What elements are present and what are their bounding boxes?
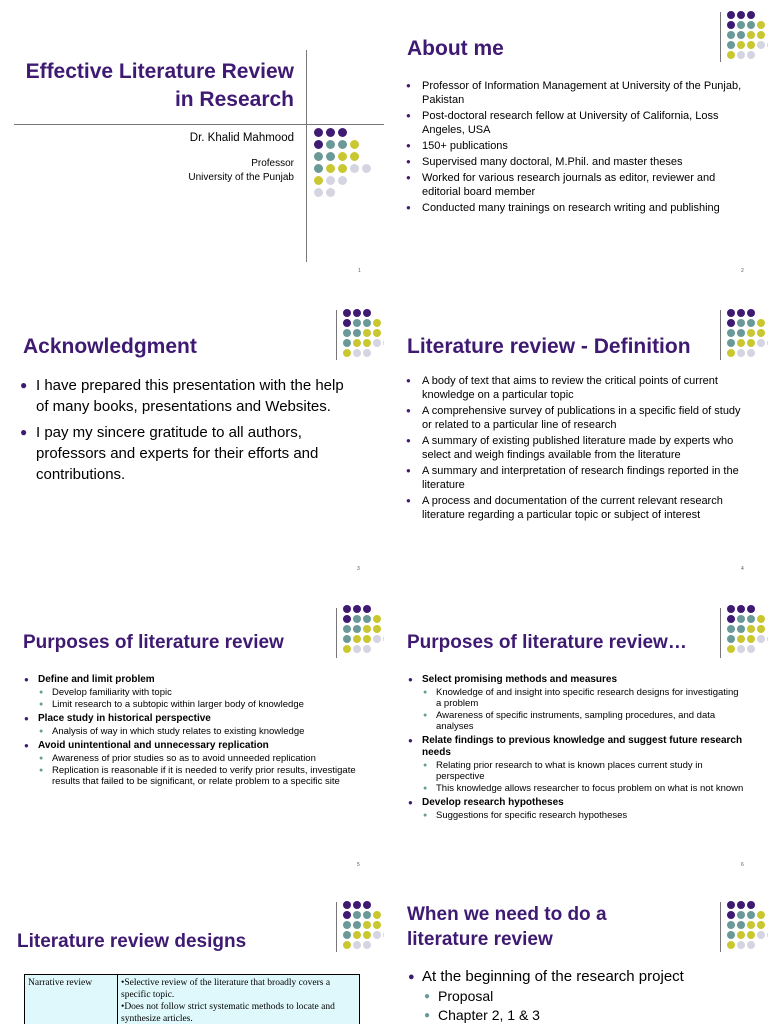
- list-item: ● Worked for various research journals as editor, reviewer and editorial board member: [406, 171, 746, 199]
- list-item: ● Conducted many trainings on research writing and publishing: [406, 201, 746, 215]
- dot-grid-logo-icon: [314, 128, 371, 197]
- dot-grid-logo-icon: [727, 11, 768, 59]
- review-designs-table: [24, 974, 360, 1024]
- divider-vertical: [336, 310, 337, 360]
- slide-title: About me: [407, 37, 504, 60]
- dot-grid-logo-icon: [343, 309, 384, 357]
- slide-title: Literature review designs: [17, 931, 247, 952]
- bullet-list: [24, 671, 360, 787]
- slide-6: [384, 596, 768, 892]
- list-item: ● Supervised many doctoral, M.Phil. and master theses: [406, 155, 746, 169]
- divider-vertical: [336, 608, 337, 658]
- slide-3: [0, 298, 384, 594]
- table-row: [25, 975, 360, 1024]
- list-item: ● A comprehensive survey of publications in a specific field of study or related to a particular line of research: [406, 404, 751, 432]
- slide-number: 2: [741, 268, 744, 274]
- dot-grid-logo-icon: [727, 901, 768, 949]
- slide-7: [0, 894, 384, 1024]
- divider-vertical: [720, 902, 721, 952]
- slide-number: 3: [357, 566, 360, 572]
- list-subitem: ● Awareness of prior studies so as to avoid unneeded replication: [24, 753, 360, 764]
- list-subitem: ● Proposal: [408, 987, 738, 1006]
- slide-number: 4: [741, 566, 744, 572]
- description-line: •Selective review of the literature that broadly covers a specific topic.: [121, 978, 331, 1000]
- bullet-list: [406, 79, 746, 217]
- slide-title: Purposes of literature review…: [407, 632, 687, 653]
- list-subitem: ● Replication is reasonable if it is needed to verify prior results, investigate results that failed to be significant, or relate problem to a specific site: [24, 765, 360, 787]
- list-item: ● I pay my sincere gratitude to all authors, professors and experts for their efforts and contributions.: [20, 422, 360, 485]
- bullet-list: [20, 375, 360, 490]
- list-subitem: ● Relating prior research to what is known places current study in perspective: [408, 760, 744, 782]
- author-institution: University of the Punjab: [188, 172, 294, 183]
- list-item: ● Define and limit problem: [24, 674, 360, 686]
- list-item: ● 150+ publications: [406, 139, 746, 153]
- slide-number: 6: [741, 862, 744, 868]
- slide-2: [384, 0, 768, 296]
- slide-title: Literature review - Definition: [407, 335, 691, 358]
- list-item: ● At the beginning of the research project: [408, 967, 738, 987]
- slide-title: Acknowledgment: [23, 335, 197, 358]
- list-subitem: ● Knowledge of and insight into specific research designs for investigating a problem: [408, 687, 744, 709]
- list-item: ● Relate findings to previous knowledge and suggest future research needs: [408, 735, 744, 759]
- slide-number: 5: [357, 862, 360, 868]
- bullet-list: [408, 967, 738, 1024]
- slide-5: [0, 596, 384, 892]
- list-subitem: ● This knowledge allows researcher to focus problem on what is not known: [408, 783, 744, 794]
- list-item: ● A body of text that aims to review the critical points of current knowledge on a particular topic: [406, 374, 751, 402]
- list-subitem: ● Suggestions for specific research hypotheses: [408, 810, 744, 821]
- list-item: ● Place study in historical perspective: [24, 713, 360, 725]
- dot-grid-logo-icon: [727, 309, 768, 357]
- divider-horizontal: [14, 124, 384, 125]
- dot-grid-logo-icon: [343, 901, 384, 949]
- divider-vertical: [720, 608, 721, 658]
- divider-vertical: [720, 12, 721, 62]
- divider-vertical: [720, 310, 721, 360]
- list-item: ● Avoid unintentional and unnecessary replication: [24, 740, 360, 752]
- list-subitem: ● Chapter 2, 1 & 3: [408, 1006, 738, 1024]
- list-subitem: ● Limit research to a subtopic within larger body of knowledge: [24, 699, 360, 710]
- slide-title: Purposes of literature review: [23, 632, 284, 653]
- author-position: Professor: [251, 158, 294, 169]
- list-item: ● Develop research hypotheses: [408, 797, 744, 809]
- slide-1: [0, 0, 384, 296]
- slide-number: 1: [358, 268, 361, 274]
- list-item: ● I have prepared this presentation with the help of many books, presentations and Websites.: [20, 375, 360, 417]
- table-cell-description: [118, 975, 360, 1024]
- bullet-list: [408, 671, 744, 821]
- slide-title: When we need to do a literature review: [407, 904, 607, 950]
- divider-vertical: [306, 50, 307, 262]
- list-item: ● Post-doctoral research fellow at University of California, Loss Angeles, USA: [406, 109, 746, 137]
- list-item: ● A summary of existing published literature made by experts who select and weigh findings available from the literature: [406, 434, 751, 462]
- dot-grid-logo-icon: [727, 605, 768, 653]
- list-item: ● A process and documentation of the current relevant research literature regarding a particular topic or subject of interest: [406, 494, 751, 522]
- slide-title: Effective Literature Review in Research: [25, 60, 294, 111]
- bullet-list: [406, 374, 751, 524]
- author-name: Dr. Khalid Mahmood: [189, 132, 294, 144]
- dot-grid-logo-icon: [343, 605, 384, 653]
- slide-4: [384, 298, 768, 594]
- slide-8: [384, 894, 768, 1024]
- list-item: ● Professor of Information Management at University of the Punjab, Pakistan: [406, 79, 746, 107]
- description-line: •Does not follow strict systematic methods to locate and synthesize articles.: [121, 1002, 335, 1024]
- list-item: ● Select promising methods and measures: [408, 674, 744, 686]
- list-subitem: ● Analysis of way in which study relates to existing knowledge: [24, 726, 360, 737]
- table-cell-type: Narrative review: [25, 975, 118, 1024]
- list-item: ● A summary and interpretation of research findings reported in the literature: [406, 464, 751, 492]
- divider-vertical: [336, 902, 337, 952]
- list-subitem: ● Awareness of specific instruments, sampling procedures, and data analyses: [408, 710, 744, 732]
- list-subitem: ● Develop familiarity with topic: [24, 687, 360, 698]
